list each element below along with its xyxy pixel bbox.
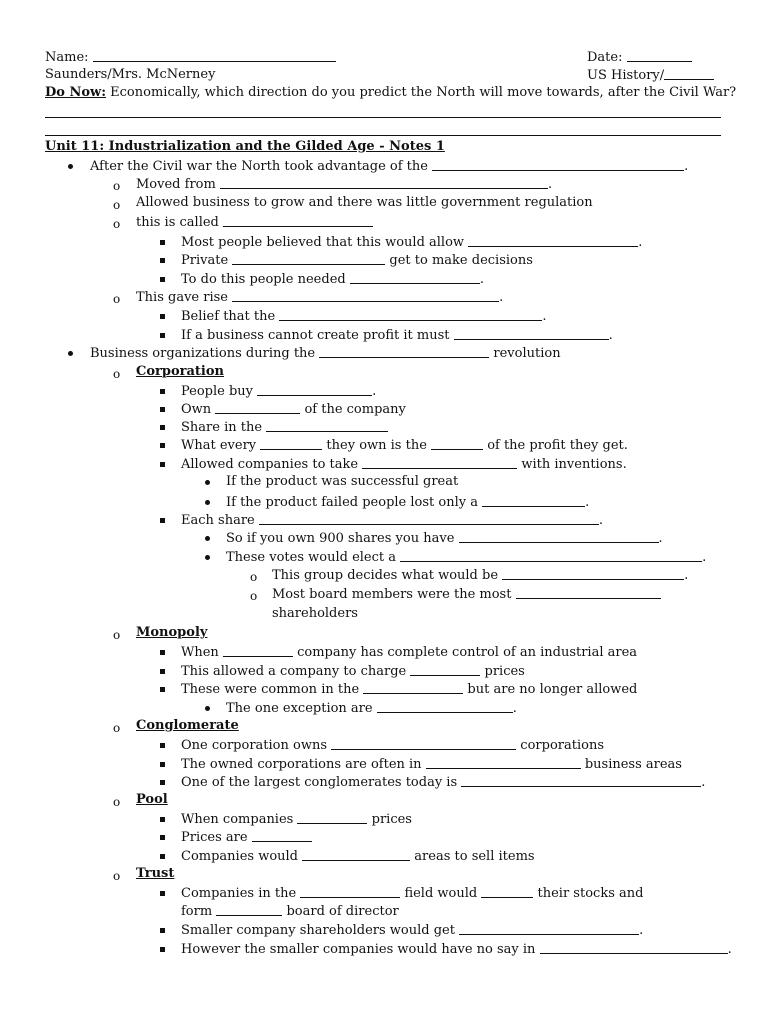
list-item-cont: shareholders	[272, 606, 358, 621]
list-item: One of the largest conglomerates today is .	[181, 775, 706, 790]
fill-blank[interactable]	[426, 756, 581, 769]
course-field[interactable]	[587, 67, 714, 84]
fill-blank[interactable]	[319, 345, 489, 358]
bullet-circle: o	[113, 198, 121, 212]
answer-line-1[interactable]	[45, 117, 721, 118]
bullet-circle: o	[250, 589, 258, 603]
bullet-square	[160, 854, 165, 859]
fill-blank[interactable]	[331, 737, 516, 750]
fill-blank[interactable]	[257, 383, 372, 396]
bullet-square	[160, 835, 165, 840]
list-item: Most people believed that this would allow .	[181, 235, 643, 250]
list-item: Smaller company shareholders would get .	[181, 923, 644, 938]
fill-blank[interactable]	[362, 456, 517, 469]
list-item: So if you own 900 shares you have .	[226, 531, 663, 546]
bullet-square	[160, 650, 165, 655]
bullet-dot	[205, 555, 210, 560]
bullet-dot	[205, 500, 210, 505]
list-item: Allowed companies to take with inventions.	[181, 457, 627, 472]
fill-blank[interactable]	[260, 437, 322, 450]
bullet-circle: o	[113, 628, 121, 642]
fill-blank[interactable]	[297, 811, 367, 824]
bullet-square	[160, 407, 165, 412]
fill-blank[interactable]	[259, 512, 599, 525]
fill-blank[interactable]	[482, 494, 585, 507]
list-item: If a business cannot create profit it must .	[181, 328, 613, 343]
bullet-square	[160, 333, 165, 338]
list-item: What every they own is the of the profit they get.	[181, 438, 628, 453]
list-item: One corporation owns corporations	[181, 738, 604, 753]
bullet-circle: o	[113, 292, 121, 306]
do-now	[45, 85, 736, 101]
bullet-circle: o	[113, 795, 121, 809]
fill-blank[interactable]	[279, 308, 542, 321]
bullet-square	[160, 780, 165, 785]
bullet-square	[160, 762, 165, 767]
fill-blank[interactable]	[468, 234, 638, 247]
list-item: Private get to make decisions	[181, 253, 533, 268]
heading-trust: Trust	[136, 866, 175, 881]
course-label: US History/	[587, 68, 665, 83]
list-item: Each share .	[181, 513, 604, 528]
list-item: People buy .	[181, 384, 377, 399]
name-blank[interactable]	[93, 49, 336, 62]
list-item: Own of the company	[181, 402, 406, 417]
list-item: Most board members were the most	[272, 586, 661, 603]
list-item: After the Civil war the North took advantage of the .	[90, 159, 689, 174]
fill-blank[interactable]	[266, 419, 388, 432]
bullet-square	[160, 928, 165, 933]
bullet-circle: o	[113, 179, 121, 193]
list-item: Belief that the .	[181, 309, 547, 324]
bullet-dot	[68, 351, 73, 356]
fill-blank[interactable]	[461, 774, 701, 787]
list-item: Moved from .	[136, 177, 553, 192]
bullet-dot	[68, 164, 73, 169]
list-item: Share in the	[181, 419, 388, 436]
fill-blank[interactable]	[432, 158, 684, 171]
fill-blank[interactable]	[223, 214, 373, 227]
list-item: These votes would elect a .	[226, 550, 707, 565]
bullet-square	[160, 687, 165, 692]
list-item: When company has complete control of an industrial area	[181, 645, 638, 660]
bullet-dot	[205, 706, 210, 711]
bullet-circle: o	[113, 367, 121, 381]
fill-blank[interactable]	[516, 586, 661, 599]
bullet-square	[160, 314, 165, 319]
fill-blank[interactable]	[454, 327, 609, 340]
list-item: If the product was successful great	[226, 474, 459, 489]
list-item: Prices are	[181, 829, 312, 846]
bullet-square	[160, 443, 165, 448]
bullet-dot	[205, 480, 210, 485]
do-now-text: Economically, which direction do you predict the North will move towards, after the Civil War?	[110, 85, 737, 100]
bullet-circle: o	[113, 869, 121, 883]
list-item: The one exception are .	[226, 701, 517, 716]
do-now-label: Do Now:	[45, 85, 107, 100]
bullet-square	[160, 240, 165, 245]
date-field[interactable]	[587, 49, 692, 66]
list-item: Allowed business to grow and there was little government regulation	[136, 195, 593, 210]
list-item: To do this people needed .	[181, 272, 484, 287]
bullet-square	[160, 425, 165, 430]
date-blank[interactable]	[627, 49, 692, 62]
bullet-circle: o	[113, 217, 121, 231]
heading-conglomerate: Conglomerate	[136, 718, 239, 733]
bullet-dot	[205, 536, 210, 541]
fill-blank[interactable]	[481, 885, 533, 898]
fill-blank[interactable]	[252, 829, 312, 842]
bullet-square	[160, 669, 165, 674]
fill-blank[interactable]	[377, 700, 513, 713]
bullet-square	[160, 518, 165, 523]
list-item: Companies in the field would their stocks and	[181, 886, 644, 901]
fill-blank[interactable]	[215, 401, 300, 414]
bullet-square	[160, 258, 165, 263]
fill-blank[interactable]	[350, 271, 480, 284]
teachers-line: Saunders/Mrs. McNerney	[45, 67, 216, 82]
fill-blank[interactable]	[459, 530, 659, 543]
list-item: However the smaller companies would have no say in .	[181, 942, 732, 957]
list-item: These were common in the but are no longer allowed	[181, 682, 638, 697]
heading-pool: Pool	[136, 792, 168, 807]
fill-blank[interactable]	[431, 437, 483, 450]
list-item: This allowed a company to charge prices	[181, 664, 525, 679]
heading-corporation: Corporation	[136, 364, 224, 379]
list-item: Business organizations during the revolution	[90, 346, 561, 361]
list-item: this is called	[136, 214, 373, 231]
list-item: When companies prices	[181, 812, 412, 827]
fill-blank[interactable]	[232, 252, 385, 265]
name-field[interactable]	[45, 49, 336, 66]
answer-line-2[interactable]	[45, 135, 721, 136]
bullet-square	[160, 743, 165, 748]
fill-blank[interactable]	[363, 681, 463, 694]
fill-blank[interactable]	[216, 903, 282, 916]
fill-blank[interactable]	[302, 848, 410, 861]
fill-blank[interactable]	[459, 922, 639, 935]
fill-blank[interactable]	[300, 885, 400, 898]
fill-blank[interactable]	[232, 289, 499, 302]
fill-blank[interactable]	[410, 663, 480, 676]
name-label: Name:	[45, 50, 89, 65]
list-item: Companies would areas to sell items	[181, 849, 535, 864]
bullet-square	[160, 891, 165, 896]
list-item: This gave rise .	[136, 290, 504, 305]
course-blank[interactable]	[664, 67, 714, 80]
fill-blank[interactable]	[220, 176, 548, 189]
bullet-square	[160, 817, 165, 822]
fill-blank[interactable]	[400, 549, 702, 562]
bullet-square	[160, 947, 165, 952]
bullet-square	[160, 389, 165, 394]
list-item-cont: form board of director	[181, 904, 399, 919]
heading-monopoly: Monopoly	[136, 625, 208, 640]
list-item: The owned corporations are often in business areas	[181, 757, 682, 772]
bullet-square	[160, 277, 165, 282]
page-title: Unit 11: Industrialization and the Gilded Age - Notes 1	[45, 139, 445, 154]
fill-blank[interactable]	[502, 567, 684, 580]
fill-blank[interactable]	[223, 644, 293, 657]
bullet-square	[160, 462, 165, 467]
bullet-circle: o	[250, 570, 258, 584]
bullet-circle: o	[113, 721, 121, 735]
list-item: This group decides what would be .	[272, 568, 689, 583]
fill-blank[interactable]	[540, 941, 728, 954]
list-item: If the product failed people lost only a .	[226, 495, 590, 510]
date-label: Date:	[587, 50, 623, 65]
